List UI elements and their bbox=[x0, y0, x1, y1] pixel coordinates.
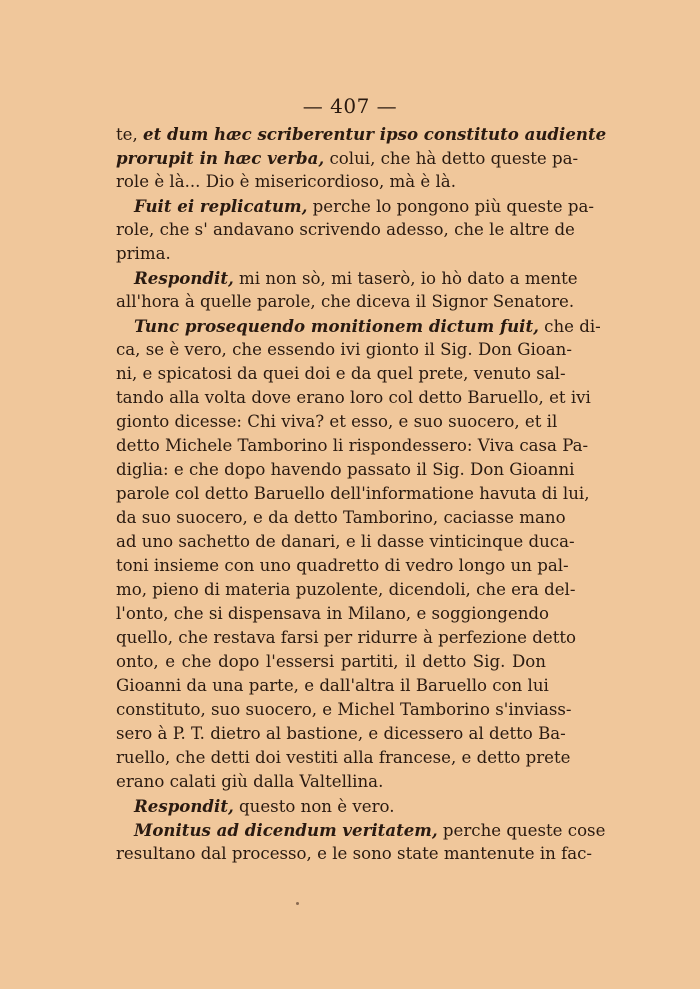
text-run: perche lo pongono più queste pa- bbox=[307, 197, 594, 216]
text-line: erano calati giù dalla Valtellina. bbox=[116, 772, 384, 791]
text-line: ad uno sachetto de danari, e li dasse vinticinque duca- bbox=[116, 532, 575, 551]
text-line: constituto, suo suocero, e Michel Tamborino s'inviass- bbox=[116, 700, 572, 719]
text-line: diglia: e che dopo havendo passato il Sig. Don Gioanni bbox=[116, 460, 575, 479]
text-line: sero à P. T. dietro al bastione, e dicessero al detto Ba- bbox=[116, 724, 566, 743]
text-line: ca, se è vero, che essendo ivi gionto il Sig. Don Gioan- bbox=[116, 340, 572, 359]
text-run: che di- bbox=[538, 317, 601, 336]
body-text bbox=[116, 122, 607, 866]
text-line: ruello, che detti doi vestiti alla francese, e detto prete bbox=[116, 748, 571, 767]
latin-phrase: Tunc prosequendo monitionem dictum fuit, bbox=[134, 316, 539, 336]
text-run: questo non è vero. bbox=[233, 797, 395, 816]
text-line bbox=[116, 194, 594, 218]
text-line: l'onto, che si dispensava in Milano, e soggiongendo bbox=[116, 604, 550, 623]
text-line bbox=[116, 266, 578, 290]
latin-phrase: et dum hæc scriberentur ipso constituto audiente bbox=[143, 124, 607, 144]
text-line: quello, che restava farsi per ridurre à perfezione detto bbox=[116, 628, 577, 647]
text-line: detto Michele Tamborino li rispondessero: Viva casa Pa- bbox=[116, 436, 589, 455]
text-line bbox=[116, 818, 606, 842]
text-line: toni insieme con uno quadretto di vedro longo un pal- bbox=[116, 556, 569, 575]
text-line: resultano dal processo, e le sono state mantenute in fac- bbox=[116, 844, 593, 863]
text-line bbox=[116, 314, 601, 338]
text-run: perche queste cose bbox=[437, 821, 606, 840]
text-line: parole col detto Baruello dell'informatione havuta di lui, bbox=[116, 484, 590, 503]
text-line: all'hora à quelle parole, che diceva il Signor Senatore. bbox=[116, 292, 575, 311]
latin-phrase: prorupit in hæc verba, bbox=[116, 148, 325, 168]
text-line: tando alla volta dove erano loro col detto Baruello, et ivi bbox=[116, 388, 591, 407]
text-line: gionto dicesse: Chi viva? et esso, e suo suocero, et il bbox=[116, 412, 558, 431]
latin-phrase: Respondit, bbox=[134, 796, 234, 816]
text-run: te, bbox=[116, 125, 144, 144]
text-line: Gioanni da una parte, e dall'altra il Baruello con lui bbox=[116, 676, 549, 695]
text-line: role, che s' andavano scrivendo adesso, che le altre de bbox=[116, 220, 575, 239]
latin-phrase: Respondit, bbox=[134, 268, 234, 288]
text-run: mi non sò, mi taserò, io hò dato a mente bbox=[233, 269, 578, 288]
text-line bbox=[116, 794, 546, 818]
text-line: prima. bbox=[116, 244, 171, 263]
text-line: onto, e che dopo l'essersi partiti, il detto Sig. Don bbox=[116, 652, 546, 671]
text-line bbox=[116, 122, 607, 146]
text-line: ni, e spicatosi da quei doi e da quel prete, venuto sal- bbox=[116, 364, 566, 383]
print-speck bbox=[296, 902, 299, 905]
latin-phrase: Monitus ad dicendum veritatem, bbox=[134, 820, 438, 840]
text-line: role è là... Dio è misericordioso, mà è là. bbox=[116, 172, 456, 191]
text-line: da suo suocero, e da detto Tamborino, caciasse mano bbox=[116, 508, 566, 527]
text-run: colui, che hà detto queste pa- bbox=[324, 149, 579, 168]
text-line bbox=[116, 146, 579, 170]
latin-phrase: Fuit ei replicatum, bbox=[134, 196, 308, 216]
text-line: mo, pieno di materia puzolente, dicendoli, che era del- bbox=[116, 580, 576, 599]
page-number: — 407 — bbox=[302, 94, 398, 118]
